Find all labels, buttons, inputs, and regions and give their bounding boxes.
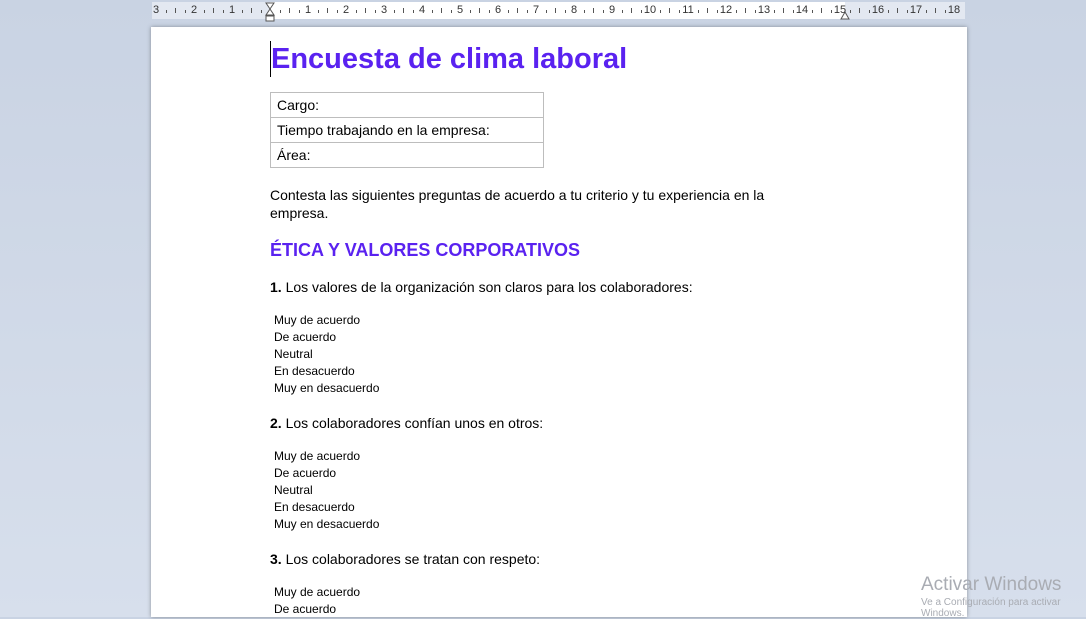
question-text: Los colaboradores confían unos en otros: (281, 415, 544, 431)
ruler-tick (897, 8, 898, 13)
ruler-tick (935, 8, 936, 13)
answer-options (274, 448, 810, 533)
ruler-tick (821, 8, 822, 13)
ruler-tick (479, 8, 480, 13)
ruler-number: 6 (494, 4, 502, 16)
ruler-tick (641, 10, 642, 13)
indent-marker[interactable] (265, 2, 275, 22)
ruler-number: 13 (757, 4, 771, 16)
ruler-tick (793, 10, 794, 13)
ruler-tick (213, 8, 214, 13)
answer-option[interactable]: Muy de acuerdo (274, 313, 361, 327)
document-page[interactable] (151, 27, 967, 617)
answer-options (274, 312, 810, 397)
ruler-tick (204, 10, 205, 13)
ruler-tick (299, 10, 300, 13)
ruler-tick (223, 10, 224, 13)
ruler-tick (660, 10, 661, 13)
ruler-number: 2 (190, 4, 198, 16)
question-number: 2. (270, 415, 282, 431)
ruler-tick (356, 10, 357, 13)
question-text: Los colaboradores se tratan con respeto: (281, 551, 541, 567)
ruler-tick (622, 10, 623, 13)
watermark-title: Activar Windows (921, 574, 1062, 595)
ruler-tick (926, 10, 927, 13)
ruler-tick (945, 10, 946, 13)
question (270, 415, 810, 431)
ruler-tick (432, 10, 433, 13)
ruler-tick (603, 10, 604, 13)
ruler-number: 18 (947, 4, 961, 16)
question-number: 3. (270, 551, 282, 567)
answer-option[interactable]: En desacuerdo (274, 500, 355, 514)
horizontal-ruler[interactable] (152, 2, 965, 19)
answer-options (274, 584, 810, 618)
ruler-number: 1 (304, 4, 312, 16)
answer-option[interactable]: Muy de acuerdo (274, 585, 361, 599)
ruler-tick (175, 8, 176, 13)
section-heading: ÉTICA Y VALORES CORPORATIVOS (270, 240, 581, 260)
ruler-tick (327, 8, 328, 13)
info-cell-cargo[interactable]: Cargo: (271, 93, 544, 118)
ruler-tick (736, 10, 737, 13)
answer-option[interactable]: De acuerdo (274, 330, 337, 344)
info-cell-area[interactable]: Área: (271, 143, 544, 168)
answer-option[interactable]: En desacuerdo (274, 364, 355, 378)
ruler-tick (774, 10, 775, 13)
ruler-tick (869, 10, 870, 13)
ruler-tick (166, 10, 167, 13)
answer-option[interactable]: Muy en desacuerdo (274, 517, 380, 531)
ruler-number: 14 (795, 4, 809, 16)
question-number: 1. (270, 279, 282, 295)
ruler-tick (783, 8, 784, 13)
ruler-tick (365, 8, 366, 13)
ruler-tick (508, 10, 509, 13)
ruler-number: 1 (228, 4, 236, 16)
ruler-tick (859, 8, 860, 13)
answer-option[interactable]: De acuerdo (274, 602, 337, 616)
ruler-tick (489, 10, 490, 13)
ruler-tick (546, 10, 547, 13)
ruler-tick (907, 10, 908, 13)
info-table[interactable] (270, 92, 544, 168)
activation-watermark (921, 574, 1081, 619)
ruler-number: 5 (456, 4, 464, 16)
ruler-tick (707, 8, 708, 13)
ruler-tick (375, 10, 376, 13)
question (270, 279, 810, 295)
ruler-tick (527, 10, 528, 13)
ruler-tick (755, 10, 756, 13)
ruler-number: 12 (719, 4, 733, 16)
ruler-tick (470, 10, 471, 13)
ruler-number: 10 (643, 4, 657, 16)
answer-option[interactable]: Neutral (274, 483, 313, 497)
ruler-tick (669, 8, 670, 13)
ruler-number: 4 (418, 4, 426, 16)
watermark-subtitle: Ve a Configuración para activar Windows. (921, 597, 1061, 619)
ruler-tick (242, 10, 243, 13)
ruler-number: 11 (682, 4, 694, 16)
ruler-number: 3 (152, 4, 160, 16)
ruler-tick (451, 10, 452, 13)
ruler-tick (441, 8, 442, 13)
ruler-tick (261, 10, 262, 13)
ruler-tick (745, 8, 746, 13)
ruler-number: 9 (608, 4, 616, 16)
answer-option[interactable]: Muy de acuerdo (274, 449, 361, 463)
ruler-tick (850, 10, 851, 13)
ruler-tick (289, 8, 290, 13)
ruler-number: 7 (532, 4, 540, 16)
ruler-tick (280, 10, 281, 13)
ruler-tick (413, 10, 414, 13)
answer-option[interactable]: De acuerdo (274, 466, 337, 480)
ruler-tick (888, 10, 889, 13)
ruler-number: 17 (909, 4, 923, 16)
ruler-tick (251, 8, 252, 13)
ruler-tick (565, 10, 566, 13)
question (270, 551, 810, 567)
question-text: Los valores de la organización son claros para los colaboradores: (281, 279, 693, 295)
ruler-tick (831, 10, 832, 13)
document-title[interactable]: Encuesta de clima laboral (270, 41, 810, 77)
ruler-number: 3 (380, 4, 388, 16)
ruler-number: 16 (871, 4, 885, 16)
ruler-tick (717, 10, 718, 13)
ruler-tick (631, 8, 632, 13)
info-cell-tiempo[interactable]: Tiempo trabajando en la empresa: (271, 118, 544, 143)
ruler-number: 2 (342, 4, 350, 16)
ruler-tick (185, 10, 186, 13)
ruler-number: 8 (570, 4, 578, 16)
ruler-tick (394, 10, 395, 13)
ruler-tick (812, 10, 813, 13)
ruler-tick (593, 8, 594, 13)
ruler-tick (555, 8, 556, 13)
ruler-tick (403, 8, 404, 13)
ruler-tick (337, 10, 338, 13)
intro-text: Contesta las siguientes preguntas de acuerdo a tu criterio y tu experiencia en la empresa. (270, 187, 765, 221)
ruler-tick (679, 10, 680, 13)
ruler-tick (318, 10, 319, 13)
ruler-number: 15 (833, 4, 847, 16)
ruler-tick (517, 8, 518, 13)
answer-option[interactable]: Muy en desacuerdo (274, 381, 380, 395)
ruler-tick (584, 10, 585, 13)
ruler-tick (698, 10, 699, 13)
answer-option[interactable]: Neutral (274, 347, 313, 361)
